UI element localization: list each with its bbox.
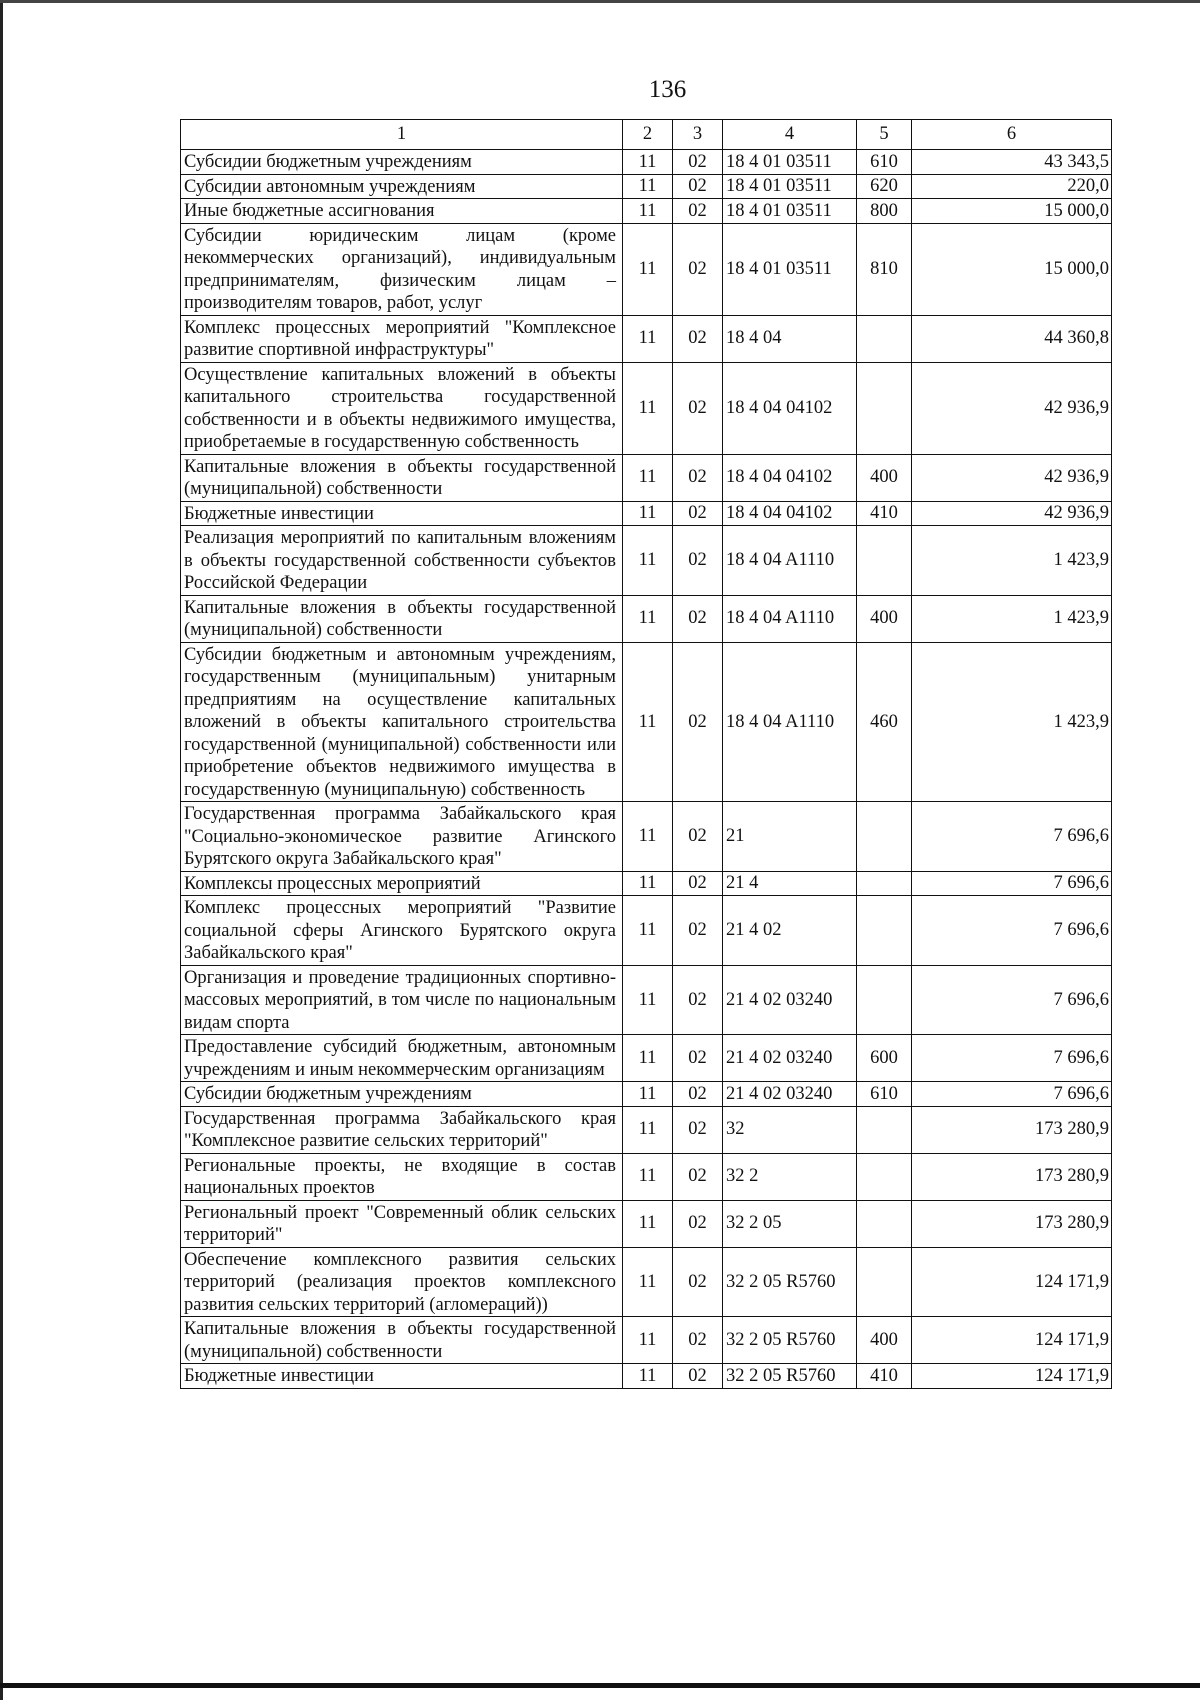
table-row [181, 965, 1112, 1035]
section-code-cell: 11 [623, 454, 673, 501]
section-code-cell: 11 [623, 501, 673, 526]
expense-type-cell [857, 526, 912, 596]
row-name-cell: Государственная программа Забайкальского края "Социально-экономическое развитие Агинского Бурятского округа Забайкальского края" [181, 802, 623, 872]
subsection-code-cell: 02 [673, 1082, 723, 1107]
row-name-cell: Организация и проведение традиционных спортивно-массовых мероприятий, в том числе по национальным видам спорта [181, 965, 623, 1035]
row-name-cell: Субсидии бюджетным учреждениям [181, 1082, 623, 1107]
target-code-cell: 18 4 04 04102 [723, 501, 857, 526]
expense-type-cell: 410 [857, 501, 912, 526]
amount-cell: 1 423,9 [912, 595, 1112, 642]
expense-type-cell: 400 [857, 454, 912, 501]
section-code-cell: 11 [623, 174, 673, 199]
expense-type-cell: 610 [857, 1082, 912, 1107]
page-number: 136 [648, 76, 687, 103]
amount-cell: 1 423,9 [912, 526, 1112, 596]
row-name-cell: Субсидии бюджетным учреждениям [181, 150, 623, 175]
expense-type-cell: 400 [857, 1317, 912, 1364]
subsection-code-cell: 02 [673, 802, 723, 872]
table-row [181, 1153, 1112, 1200]
table-row [181, 362, 1112, 454]
target-code-cell: 21 4 02 03240 [723, 965, 857, 1035]
table-body [181, 150, 1112, 1389]
subsection-code-cell: 02 [673, 642, 723, 802]
expense-type-cell [857, 1247, 912, 1317]
subsection-code-cell: 02 [673, 1106, 723, 1153]
target-code-cell: 21 4 02 [723, 896, 857, 966]
section-code-cell: 11 [623, 1247, 673, 1317]
section-code-cell: 11 [623, 1317, 673, 1364]
scan-edge [0, 0, 1200, 3]
subsection-code-cell: 02 [673, 526, 723, 596]
subsection-code-cell: 02 [673, 896, 723, 966]
target-code-cell: 32 2 05 R5760 [723, 1247, 857, 1317]
row-name-cell: Предоставление субсидий бюджетным, автономным учреждениям и иным некоммерческим организациям [181, 1035, 623, 1082]
expense-type-cell [857, 871, 912, 896]
subsection-code-cell: 02 [673, 454, 723, 501]
section-code-cell: 11 [623, 1082, 673, 1107]
table-row [181, 1035, 1112, 1082]
amount-cell: 15 000,0 [912, 199, 1112, 224]
target-code-cell: 21 4 [723, 871, 857, 896]
column-header: 4 [723, 120, 857, 150]
target-code-cell: 21 4 02 03240 [723, 1082, 857, 1107]
amount-cell: 42 936,9 [912, 501, 1112, 526]
amount-cell: 15 000,0 [912, 223, 1112, 315]
subsection-code-cell: 02 [673, 150, 723, 175]
target-code-cell: 18 4 04 [723, 315, 857, 362]
table-row [181, 1200, 1112, 1247]
expense-type-cell [857, 896, 912, 966]
section-code-cell: 11 [623, 1106, 673, 1153]
subsection-code-cell: 02 [673, 199, 723, 224]
section-code-cell: 11 [623, 642, 673, 802]
section-code-cell: 11 [623, 315, 673, 362]
amount-cell: 44 360,8 [912, 315, 1112, 362]
subsection-code-cell: 02 [673, 174, 723, 199]
table-row [181, 642, 1112, 802]
subsection-code-cell: 02 [673, 965, 723, 1035]
table-row [181, 223, 1112, 315]
subsection-code-cell: 02 [673, 362, 723, 454]
section-code-cell: 11 [623, 896, 673, 966]
subsection-code-cell: 02 [673, 1035, 723, 1082]
subsection-code-cell: 02 [673, 1200, 723, 1247]
row-name-cell: Региональные проекты, не входящие в состав национальных проектов [181, 1153, 623, 1200]
target-code-cell: 18 4 01 03511 [723, 223, 857, 315]
amount-cell: 7 696,6 [912, 871, 1112, 896]
section-code-cell: 11 [623, 199, 673, 224]
section-code-cell: 11 [623, 802, 673, 872]
column-header: 2 [623, 120, 673, 150]
target-code-cell: 18 4 04 04102 [723, 454, 857, 501]
table-row [181, 526, 1112, 596]
scan-edge [0, 0, 3, 1700]
target-code-cell: 18 4 01 03511 [723, 174, 857, 199]
expense-type-cell: 600 [857, 1035, 912, 1082]
row-name-cell: Капитальные вложения в объекты государственной (муниципальной) собственности [181, 454, 623, 501]
column-header: 1 [181, 120, 623, 150]
subsection-code-cell: 02 [673, 223, 723, 315]
target-code-cell: 18 4 04 A1110 [723, 642, 857, 802]
column-header: 3 [673, 120, 723, 150]
expense-type-cell: 810 [857, 223, 912, 315]
row-name-cell: Обеспечение комплексного развития сельских территорий (реализация проектов комплексного развития сельских территорий (агломераций)) [181, 1247, 623, 1317]
budget-table [180, 119, 1112, 1389]
target-code-cell: 32 2 [723, 1153, 857, 1200]
row-name-cell: Иные бюджетные ассигнования [181, 199, 623, 224]
expense-type-cell [857, 1200, 912, 1247]
amount-cell: 7 696,6 [912, 802, 1112, 872]
subsection-code-cell: 02 [673, 1153, 723, 1200]
subsection-code-cell: 02 [673, 595, 723, 642]
row-name-cell: Государственная программа Забайкальского края "Комплексное развитие сельских территорий" [181, 1106, 623, 1153]
section-code-cell: 11 [623, 595, 673, 642]
amount-cell: 7 696,6 [912, 896, 1112, 966]
amount-cell: 43 343,5 [912, 150, 1112, 175]
expense-type-cell: 800 [857, 199, 912, 224]
expense-type-cell: 610 [857, 150, 912, 175]
header-row [181, 120, 1112, 150]
section-code-cell: 11 [623, 965, 673, 1035]
row-name-cell: Субсидии юридическим лицам (кроме некоммерческих организаций), индивидуальным предпринимателям, физическим лицам – производителям товаров, работ, услуг [181, 223, 623, 315]
amount-cell: 1 423,9 [912, 642, 1112, 802]
target-code-cell: 18 4 04 A1110 [723, 526, 857, 596]
column-header: 6 [912, 120, 1112, 150]
amount-cell: 7 696,6 [912, 965, 1112, 1035]
amount-cell: 42 936,9 [912, 362, 1112, 454]
amount-cell: 220,0 [912, 174, 1112, 199]
target-code-cell: 18 4 01 03511 [723, 199, 857, 224]
table-row [181, 595, 1112, 642]
row-name-cell: Субсидии автономным учреждениям [181, 174, 623, 199]
table-row [181, 896, 1112, 966]
row-name-cell: Региональный проект "Современный облик сельских территорий" [181, 1200, 623, 1247]
amount-cell: 173 280,9 [912, 1106, 1112, 1153]
expense-type-cell [857, 315, 912, 362]
expense-type-cell: 620 [857, 174, 912, 199]
table-row [181, 1082, 1112, 1107]
table-row [181, 1364, 1112, 1389]
subsection-code-cell: 02 [673, 871, 723, 896]
amount-cell: 173 280,9 [912, 1153, 1112, 1200]
section-code-cell: 11 [623, 150, 673, 175]
row-name-cell: Комплексы процессных мероприятий [181, 871, 623, 896]
amount-cell: 7 696,6 [912, 1035, 1112, 1082]
target-code-cell: 32 2 05 [723, 1200, 857, 1247]
section-code-cell: 11 [623, 871, 673, 896]
expense-type-cell: 410 [857, 1364, 912, 1389]
table-row [181, 315, 1112, 362]
section-code-cell: 11 [623, 1035, 673, 1082]
target-code-cell: 21 4 02 03240 [723, 1035, 857, 1082]
subsection-code-cell: 02 [673, 501, 723, 526]
amount-cell: 173 280,9 [912, 1200, 1112, 1247]
table-row [181, 501, 1112, 526]
table-row [181, 174, 1112, 199]
table-row [181, 1106, 1112, 1153]
column-header: 5 [857, 120, 912, 150]
row-name-cell: Комплекс процессных мероприятий "Комплексное развитие спортивной инфраструктуры" [181, 315, 623, 362]
target-code-cell: 21 [723, 802, 857, 872]
table-row [181, 150, 1112, 175]
target-code-cell: 32 [723, 1106, 857, 1153]
target-code-cell: 32 2 05 R5760 [723, 1317, 857, 1364]
row-name-cell: Капитальные вложения в объекты государственной (муниципальной) собственности [181, 1317, 623, 1364]
amount-cell: 7 696,6 [912, 1082, 1112, 1107]
row-name-cell: Бюджетные инвестиции [181, 1364, 623, 1389]
amount-cell: 124 171,9 [912, 1247, 1112, 1317]
table-row [181, 802, 1112, 872]
table-row [181, 871, 1112, 896]
expense-type-cell [857, 1106, 912, 1153]
subsection-code-cell: 02 [673, 1247, 723, 1317]
row-name-cell: Осуществление капитальных вложений в объекты капитального строительства государственной собственности и в объекты недвижимого имущества, приобретаемые в государственную собственность [181, 362, 623, 454]
amount-cell: 124 171,9 [912, 1364, 1112, 1389]
section-code-cell: 11 [623, 526, 673, 596]
subsection-code-cell: 02 [673, 315, 723, 362]
expense-type-cell: 460 [857, 642, 912, 802]
target-code-cell: 18 4 01 03511 [723, 150, 857, 175]
section-code-cell: 11 [623, 223, 673, 315]
table-row [181, 1247, 1112, 1317]
scan-edge [0, 1683, 1200, 1688]
amount-cell: 124 171,9 [912, 1317, 1112, 1364]
subsection-code-cell: 02 [673, 1317, 723, 1364]
expense-type-cell [857, 1153, 912, 1200]
section-code-cell: 11 [623, 1200, 673, 1247]
amount-cell: 42 936,9 [912, 454, 1112, 501]
expense-type-cell [857, 802, 912, 872]
table-row [181, 199, 1112, 224]
expense-type-cell: 400 [857, 595, 912, 642]
row-name-cell: Комплекс процессных мероприятий "Развитие социальной сферы Агинского Бурятского округа Забайкальского края" [181, 896, 623, 966]
table-row [181, 454, 1112, 501]
section-code-cell: 11 [623, 1364, 673, 1389]
subsection-code-cell: 02 [673, 1364, 723, 1389]
expense-type-cell [857, 965, 912, 1035]
section-code-cell: 11 [623, 1153, 673, 1200]
target-code-cell: 18 4 04 A1110 [723, 595, 857, 642]
table-row [181, 1317, 1112, 1364]
row-name-cell: Реализация мероприятий по капитальным вложениям в объекты государственной собственности субъектов Российской Федерации [181, 526, 623, 596]
row-name-cell: Субсидии бюджетным и автономным учреждениям, государственным (муниципальным) унитарным предприятиям на осуществление капитальных вложений в объекты капитального строительства государственной (муниципальной) собственности или приобретение объектов недвижимого имущества в государственную (муниципальную) собственность [181, 642, 623, 802]
row-name-cell: Капитальные вложения в объекты государственной (муниципальной) собственности [181, 595, 623, 642]
target-code-cell: 18 4 04 04102 [723, 362, 857, 454]
section-code-cell: 11 [623, 362, 673, 454]
expense-type-cell [857, 362, 912, 454]
row-name-cell: Бюджетные инвестиции [181, 501, 623, 526]
target-code-cell: 32 2 05 R5760 [723, 1364, 857, 1389]
